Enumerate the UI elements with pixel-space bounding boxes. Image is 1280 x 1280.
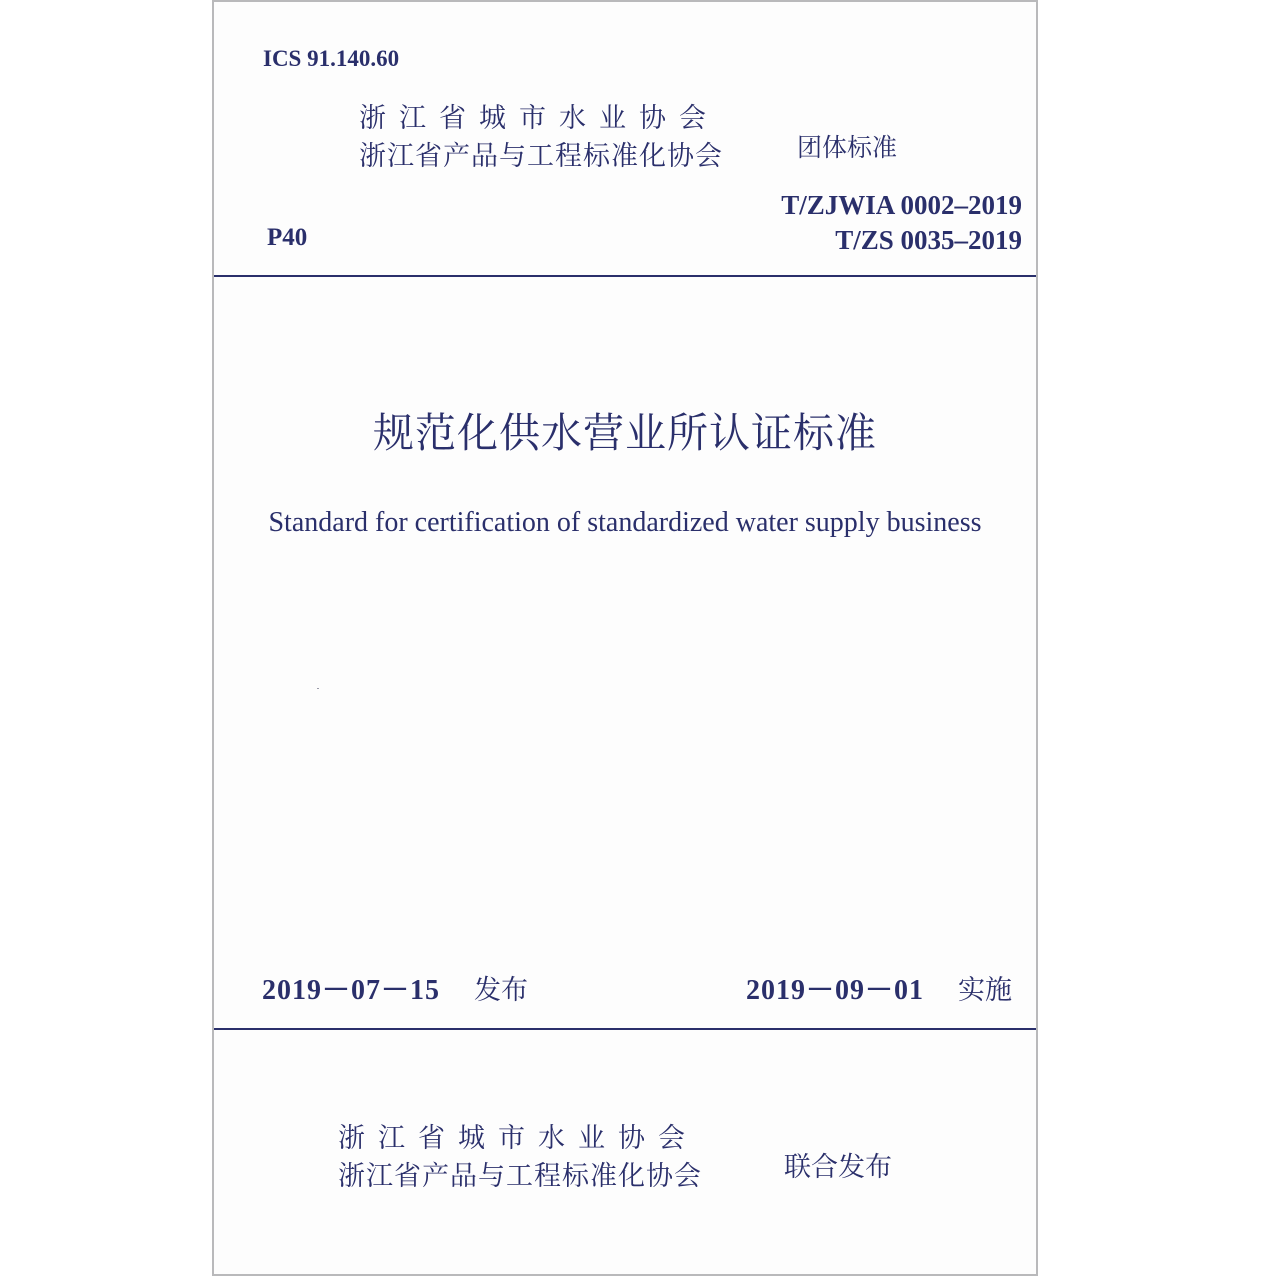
effective-date: 2019－09－01 xyxy=(746,975,925,1006)
title-english: Standard for certification of standardized water supply business xyxy=(268,507,982,538)
title-chinese: 规范化供水营业所认证标准 xyxy=(373,409,877,457)
effective-label: 实施 xyxy=(958,975,1013,1006)
issuing-organizations-top xyxy=(359,100,723,176)
organization-name-2: 浙江省产品与工程标准化协会 xyxy=(359,141,723,172)
standard-number-2: T/ZS 0035–2019 xyxy=(835,225,1022,255)
classification-code: P40 xyxy=(267,224,308,251)
issue-label: 发布 xyxy=(474,975,529,1006)
footer-organization-name-1: 浙江省城市水业协会 xyxy=(338,1123,698,1154)
footer-organization-name-2: 浙江省产品与工程标准化协会 xyxy=(338,1161,702,1192)
issuing-organizations-bottom xyxy=(338,1120,702,1196)
print-speck xyxy=(317,688,319,689)
issue-date-row xyxy=(262,968,528,1008)
joint-publication-label: 联合发布 xyxy=(784,1152,892,1183)
organization-name-1: 浙江省城市水业协会 xyxy=(359,103,719,134)
top-divider xyxy=(214,275,1036,277)
standard-numbers xyxy=(781,188,1022,258)
effective-date-row xyxy=(746,968,1012,1008)
issue-date: 2019－07－15 xyxy=(262,975,441,1006)
bottom-divider xyxy=(214,1028,1036,1030)
ics-code: ICS 91.140.60 xyxy=(263,46,400,71)
standard-cover xyxy=(212,0,1038,1276)
standard-number-1: T/ZJWIA 0002–2019 xyxy=(781,190,1022,220)
standard-type: 团体标准 xyxy=(797,133,898,162)
